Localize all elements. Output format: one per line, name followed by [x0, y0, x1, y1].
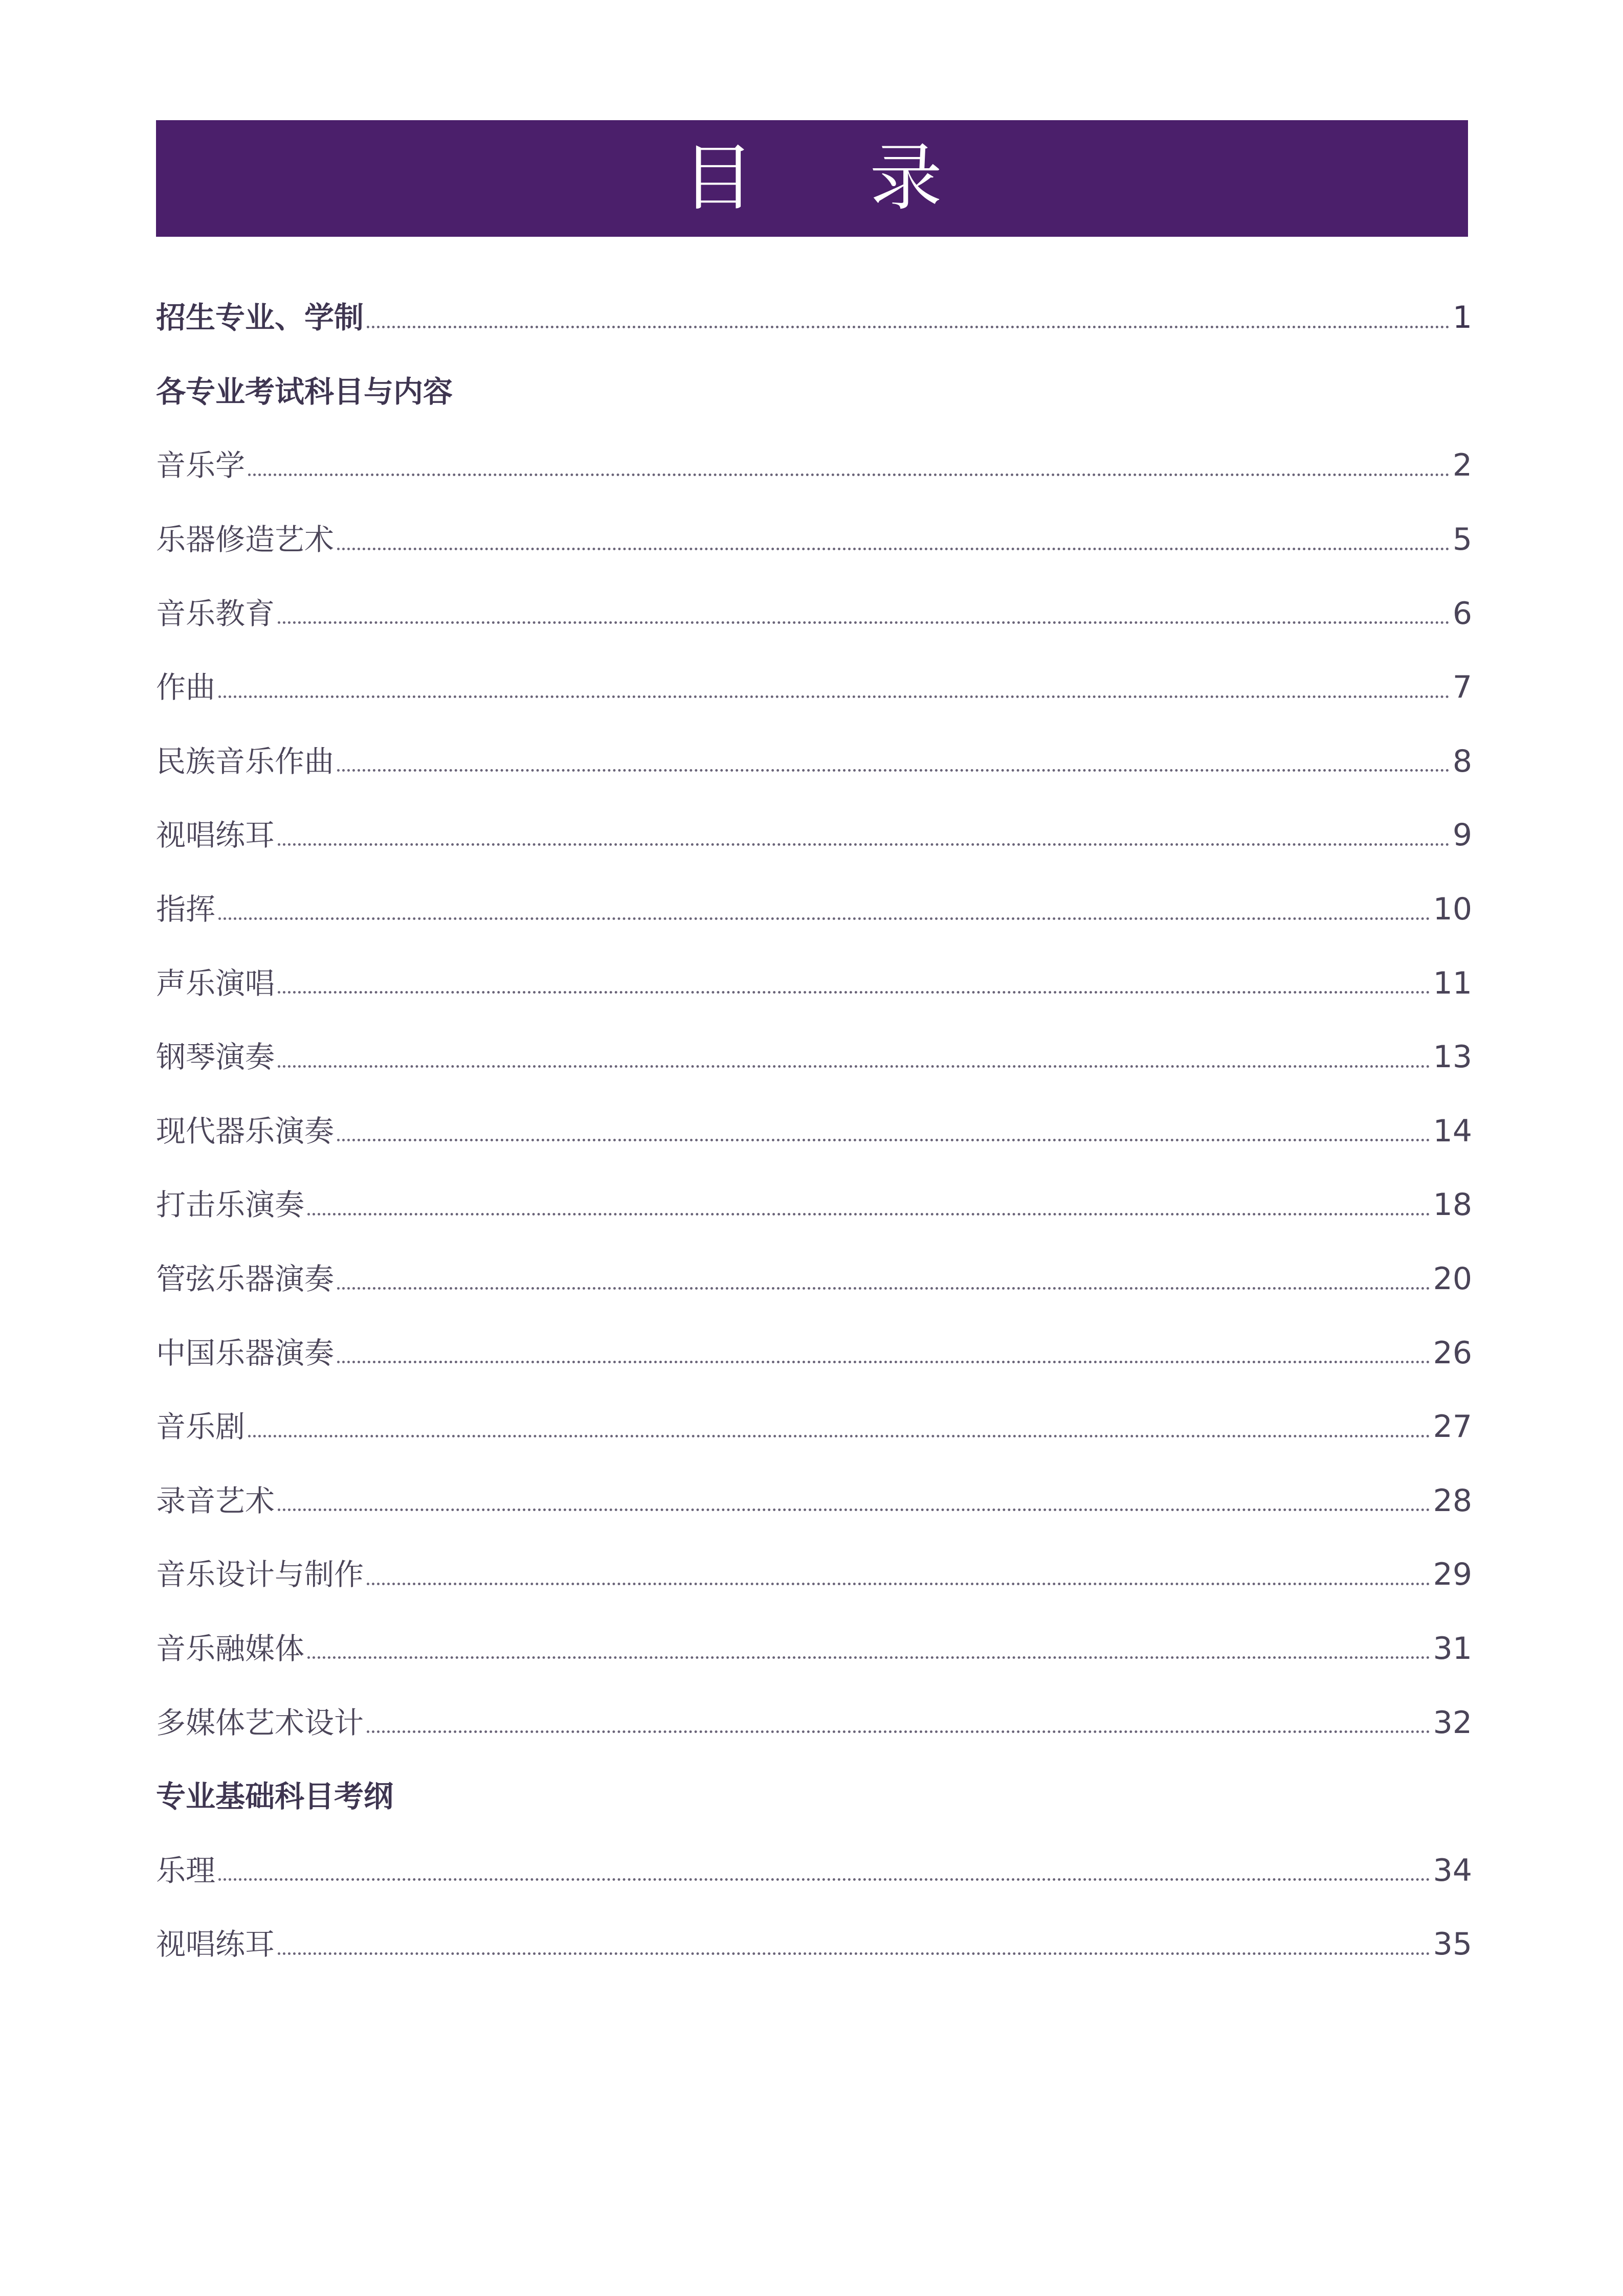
dot-leader — [307, 1213, 1430, 1215]
dot-leader — [337, 1361, 1430, 1363]
toc-label: 中国乐器演奏 — [156, 1335, 335, 1370]
toc-label: 多媒体艺术设计 — [156, 1705, 364, 1740]
dot-leader — [307, 1656, 1430, 1659]
toc-page-number: 9 — [1452, 817, 1472, 853]
dot-leader — [248, 474, 1450, 476]
dot-leader — [367, 326, 1450, 328]
toc-page-number: 8 — [1452, 743, 1472, 779]
dot-leader — [278, 1065, 1430, 1068]
toc-row[interactable] — [156, 1464, 1472, 1538]
toc-label: 各专业考试科目与内容 — [156, 374, 453, 409]
dot-leader — [218, 1878, 1430, 1881]
toc-page-number: 34 — [1433, 1852, 1472, 1888]
dot-leader — [278, 621, 1450, 624]
toc-row[interactable] — [156, 1020, 1472, 1094]
toc-label: 音乐设计与制作 — [156, 1557, 364, 1592]
toc-section-heading — [156, 355, 1472, 429]
toc-label: 民族音乐作曲 — [156, 744, 335, 779]
toc-row[interactable] — [156, 1242, 1472, 1316]
toc-label: 现代器乐演奏 — [156, 1113, 335, 1149]
toc-row[interactable] — [156, 1612, 1472, 1686]
toc-page-number: 35 — [1433, 1926, 1472, 1963]
toc-label: 专业基础科目考纲 — [156, 1779, 394, 1814]
dot-leader — [337, 1139, 1430, 1141]
dot-leader — [278, 991, 1430, 994]
toc-page-number: 28 — [1433, 1482, 1472, 1519]
toc-page-number: 1 — [1452, 300, 1472, 336]
dot-leader — [337, 769, 1450, 772]
toc-page-number: 20 — [1433, 1261, 1472, 1297]
toc-page-number: 18 — [1433, 1187, 1472, 1223]
toc-page-number: 10 — [1433, 891, 1472, 928]
dot-leader — [337, 548, 1450, 550]
toc-label: 音乐教育 — [156, 596, 275, 631]
toc-row[interactable] — [156, 650, 1472, 725]
toc-row[interactable] — [156, 576, 1472, 650]
dot-leader — [367, 1730, 1430, 1733]
toc-row[interactable] — [156, 1685, 1472, 1760]
toc-row[interactable] — [156, 1833, 1472, 1907]
toc-section-heading — [156, 1760, 1472, 1834]
toc-page-number: 11 — [1433, 965, 1472, 1001]
toc-row[interactable] — [156, 946, 1472, 1020]
toc-label: 管弦乐器演奏 — [156, 1262, 335, 1297]
title-banner — [156, 120, 1468, 237]
toc-label: 视唱练耳 — [156, 818, 275, 853]
dot-leader — [278, 1509, 1430, 1511]
toc-page-number: 29 — [1433, 1557, 1472, 1593]
dot-leader — [248, 1435, 1430, 1437]
toc-row[interactable] — [156, 429, 1472, 503]
toc-label: 乐理 — [156, 1853, 216, 1888]
toc-row[interactable] — [156, 725, 1472, 799]
toc-row[interactable] — [156, 1094, 1472, 1168]
toc-page-number: 6 — [1452, 595, 1472, 632]
toc-row[interactable] — [156, 1316, 1472, 1390]
page-title: 目 录 — [681, 136, 989, 220]
toc-label: 视唱练耳 — [156, 1927, 275, 1962]
toc-label: 音乐融媒体 — [156, 1631, 305, 1666]
table-of-contents — [156, 281, 1472, 1982]
dot-leader — [278, 843, 1450, 846]
toc-label: 录音艺术 — [156, 1483, 275, 1518]
dot-leader — [218, 695, 1450, 698]
toc-label: 打击乐演奏 — [156, 1187, 305, 1223]
toc-label: 音乐剧 — [156, 1409, 246, 1445]
toc-page-number: 5 — [1452, 522, 1472, 558]
toc-label: 声乐演唱 — [156, 965, 275, 1001]
toc-page-number: 13 — [1433, 1039, 1472, 1075]
toc-label: 指挥 — [156, 892, 216, 927]
toc-label: 钢琴演奏 — [156, 1040, 275, 1075]
toc-label: 招生专业、学制 — [156, 300, 364, 335]
toc-page-number: 32 — [1433, 1704, 1472, 1741]
toc-page-number: 2 — [1452, 447, 1472, 484]
toc-page-number: 26 — [1433, 1335, 1472, 1371]
toc-page-number: 7 — [1452, 669, 1472, 706]
dot-leader — [278, 1952, 1430, 1955]
toc-row[interactable] — [156, 1907, 1472, 1982]
toc-label: 乐器修造艺术 — [156, 522, 335, 557]
toc-page-number: 31 — [1433, 1630, 1472, 1667]
toc-row[interactable] — [156, 1390, 1472, 1464]
toc-row[interactable] — [156, 872, 1472, 947]
toc-row[interactable] — [156, 1538, 1472, 1612]
dot-leader — [367, 1583, 1430, 1585]
toc-row[interactable] — [156, 1168, 1472, 1242]
toc-row[interactable] — [156, 798, 1472, 872]
toc-label: 作曲 — [156, 670, 216, 705]
toc-row[interactable] — [156, 503, 1472, 577]
dot-leader — [337, 1287, 1430, 1290]
toc-label: 音乐学 — [156, 448, 246, 483]
toc-row[interactable] — [156, 281, 1472, 355]
toc-page-number: 14 — [1433, 1113, 1472, 1149]
dot-leader — [218, 917, 1430, 920]
toc-page-number: 27 — [1433, 1409, 1472, 1445]
